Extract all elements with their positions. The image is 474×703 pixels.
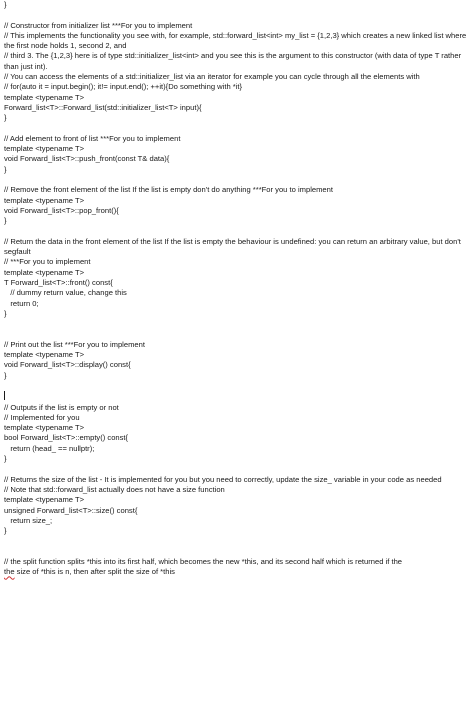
code-line: return (head_ == nullptr); [4, 443, 95, 453]
code-line: } [4, 0, 7, 9]
code-line: } [4, 164, 7, 174]
blank-line [4, 547, 470, 557]
code-line: } [4, 454, 7, 464]
comment-line: // Return the data in the front element of the list If the list is empty the behaviour is undefined: you can return an arbitrary value, but don't segfault [4, 236, 464, 257]
blank-line [4, 381, 470, 391]
comment-line: // Print out the list ***For you to implement [4, 339, 145, 349]
code-line: template <typename T> [4, 423, 85, 433]
comment-line: // Add element to front of list ***For you to implement [4, 133, 181, 143]
comment-line-spellcheck: the size of *this is n, then after split the size of *this [4, 567, 175, 577]
comment-line: // dummy return value, change this [4, 288, 127, 298]
code-line: return size_; [4, 515, 53, 525]
blank-line [4, 175, 470, 185]
code-line: template <typename T> [4, 92, 85, 102]
code-line: template <typename T> [4, 495, 85, 505]
text-cursor-line [4, 391, 470, 402]
blank-line [4, 10, 470, 20]
comment-line: // You can access the elements of a std::initializer_list via an iterator for example you can cycle through all the elements with [4, 72, 420, 82]
comment-line: // for(auto it = input.begin(); it!= input.end(); ++it){Do something with *it} [4, 82, 243, 92]
code-line: unsigned Forward_list<T>::size() const{ [4, 505, 138, 515]
code-line: } [4, 216, 7, 226]
blank-line [4, 124, 470, 134]
comment-line: // Remove the front element of the list If the list is empty don't do anything ***For you to implement [4, 185, 333, 195]
code-line: } [4, 308, 7, 318]
code-line: bool Forward_list<T>::empty() const{ [4, 433, 129, 443]
blank-line [4, 227, 470, 237]
blank-line [4, 319, 470, 329]
code-line: void Forward_list<T>::push_front(const T& data){ [4, 154, 170, 164]
code-line: void Forward_list<T>::display() const{ [4, 360, 131, 370]
comment-line: // Constructor from initializer list ***For you to implement [4, 20, 193, 30]
comment-line: // the split function splits *this into its first half, which becomes the new *this, and its second half which is returned if the [4, 557, 403, 567]
comment-line: // Note that std::forward_list actually does not have a size function [4, 484, 225, 494]
code-line: template <typename T> [4, 195, 85, 205]
code-line: template <typename T> [4, 267, 85, 277]
document-body[interactable] [4, 0, 470, 578]
spellcheck-word: the [4, 567, 15, 577]
code-line: return 0; [4, 298, 39, 308]
comment-line: // Implemented for you [4, 412, 80, 422]
code-line: template <typename T> [4, 350, 85, 360]
blank-line [4, 536, 470, 546]
comment-line: // ***For you to implement [4, 257, 91, 267]
blank-line [4, 330, 470, 340]
blank-line [4, 464, 470, 474]
code-line: } [4, 526, 7, 536]
code-line: } [4, 370, 7, 380]
code-line: T Forward_list<T>::front() const{ [4, 278, 113, 288]
code-line: Forward_list<T>::Forward_list(std::initializer_list<T> input){ [4, 102, 202, 112]
code-line: template <typename T> [4, 144, 85, 154]
comment-line: // Outputs if the list is empty or not [4, 402, 119, 412]
comment-line: // Returns the size of the list - It is implemented for you but you need to correctly, update the size_ variable in your code as needed [4, 474, 442, 484]
comment-line: // This implements the functionality you see with, for example, std::forward_list<int> my_list = {1,2,3} which creates a new linked list where the first node holds 1, second 2, and [4, 30, 469, 51]
code-line: } [4, 113, 7, 123]
text-cursor [4, 391, 5, 400]
comment-line: // third 3. The {1,2,3} here is of type std::initializer_list<int> and you see this is the argument to this constructor (with data of type T rather than just int). [4, 51, 464, 71]
code-line: void Forward_list<T>::pop_front(){ [4, 205, 119, 215]
